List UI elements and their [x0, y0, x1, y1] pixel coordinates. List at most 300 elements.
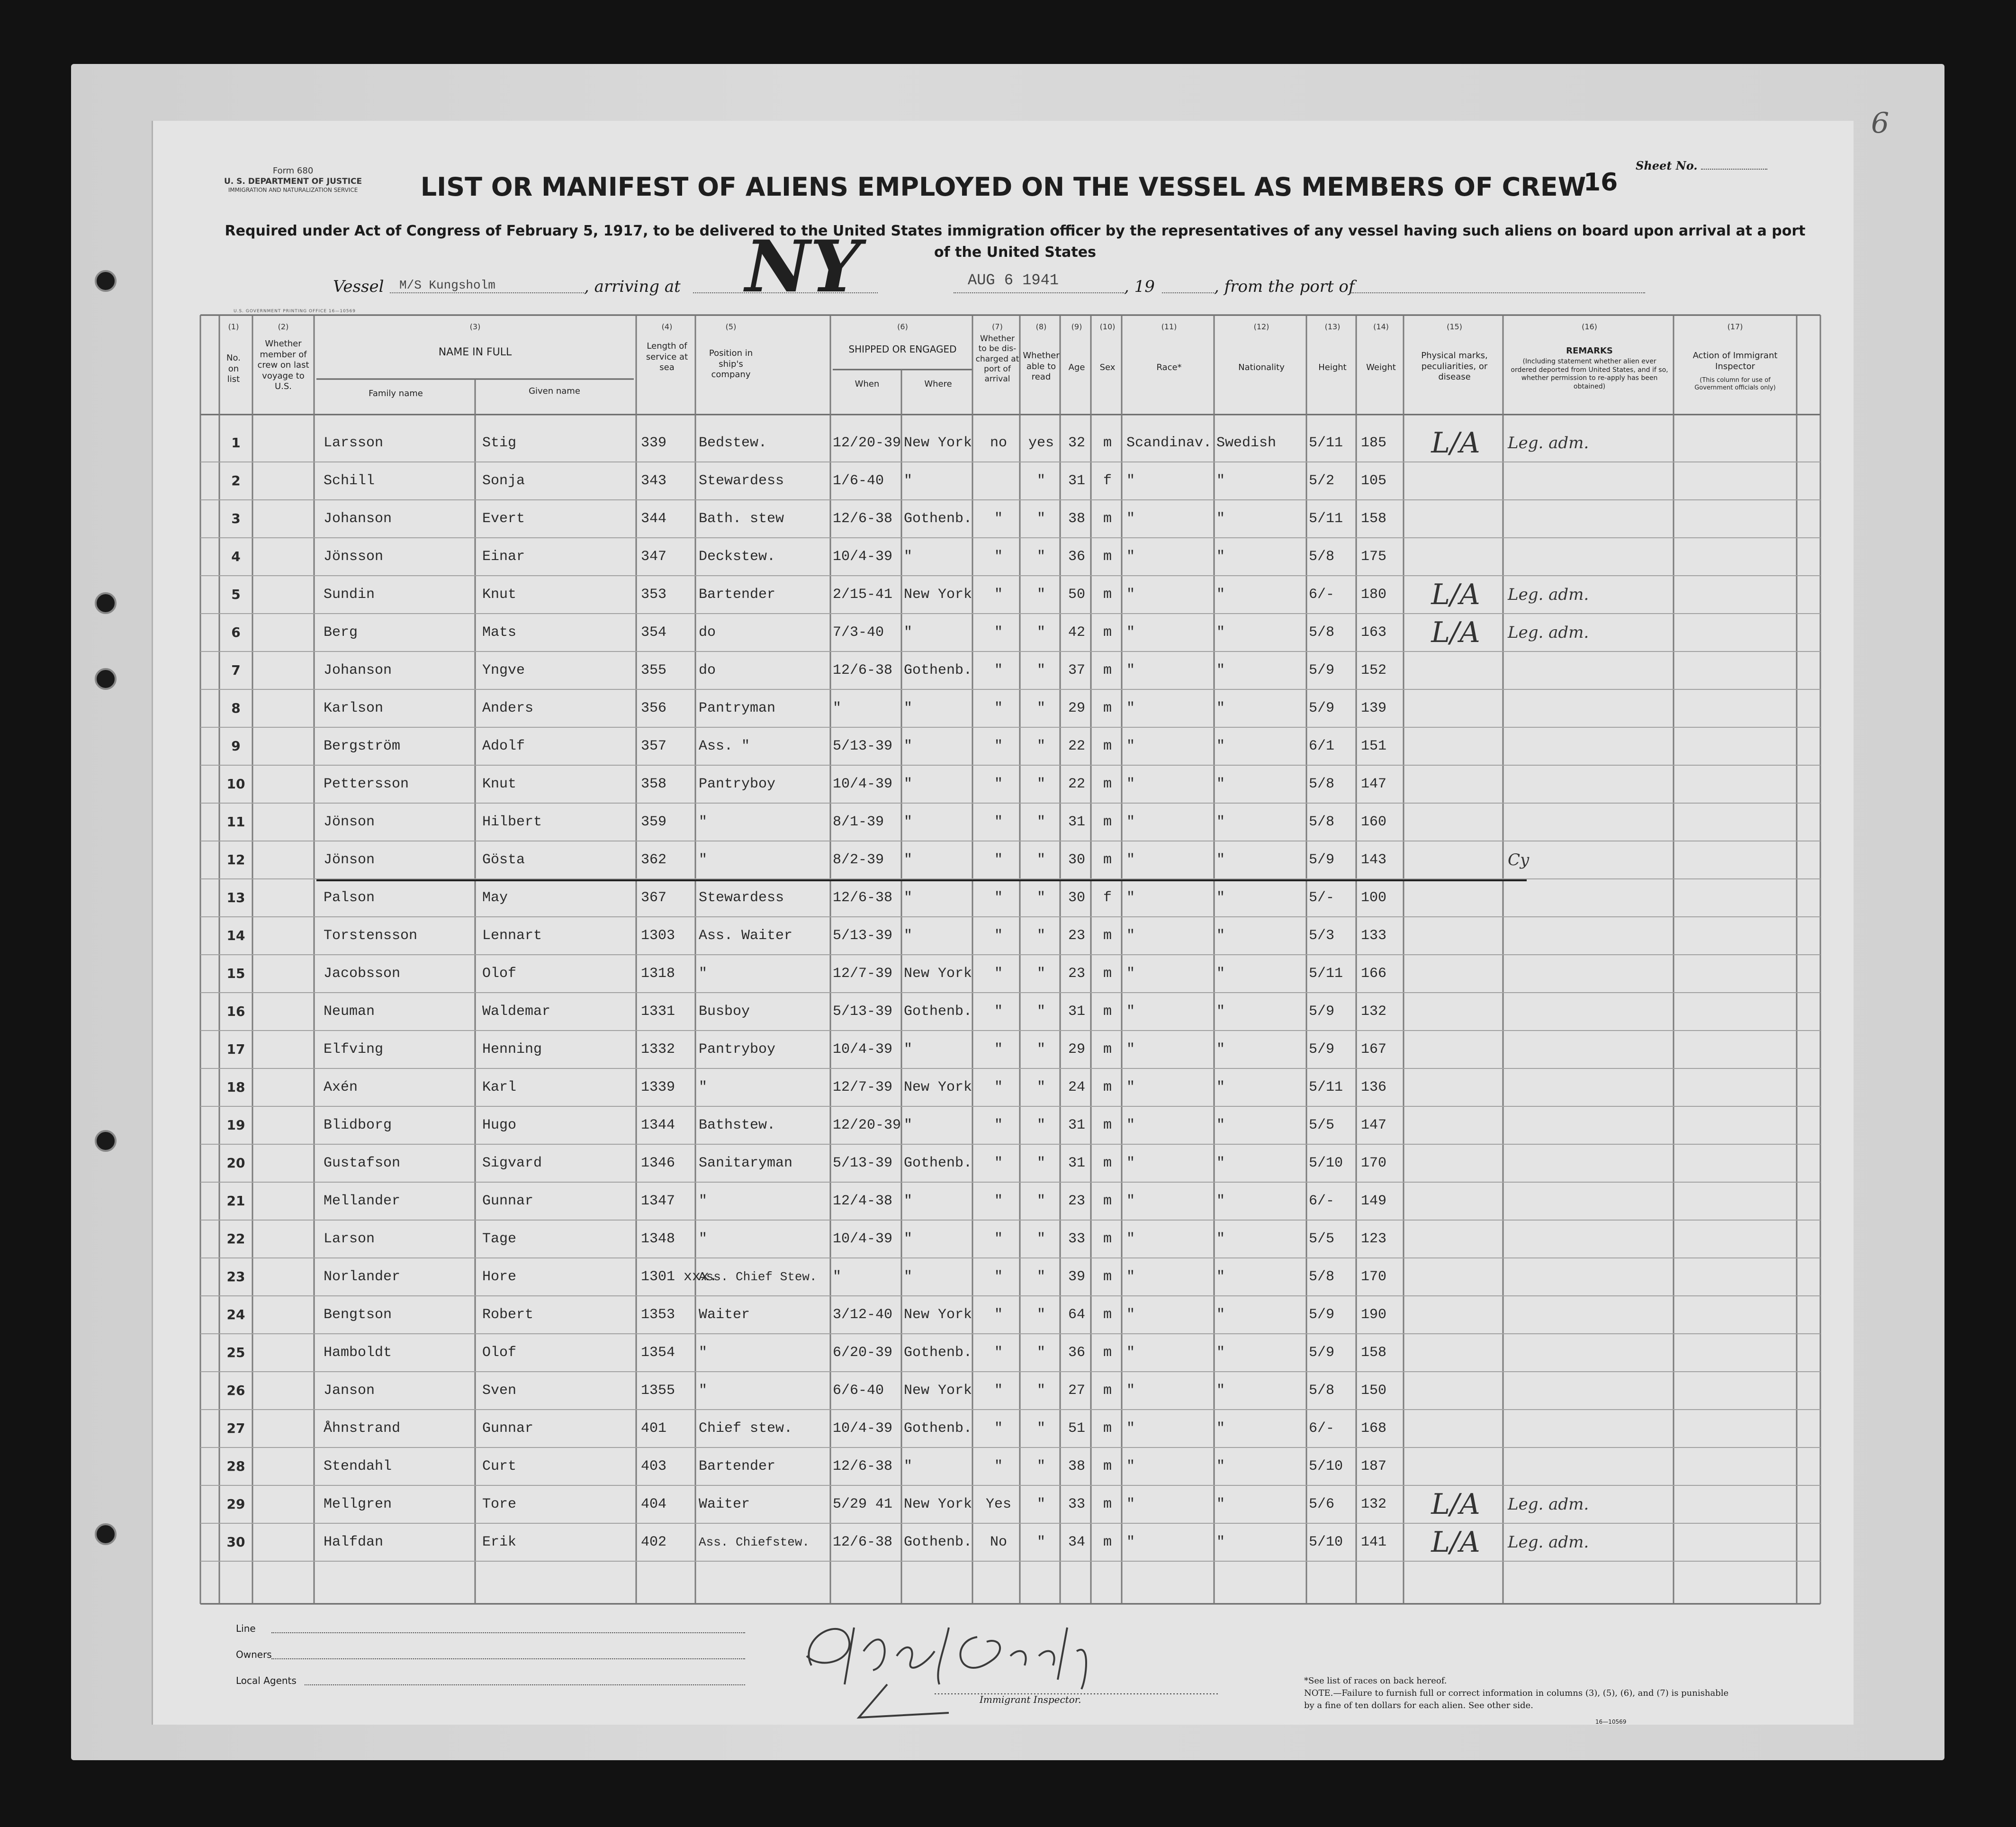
table-row: [153, 1258, 1854, 1296]
col9-header: Age: [1068, 362, 1085, 372]
length-of-service: 402: [641, 1534, 667, 1550]
shipped-when: 10/4-39: [833, 1420, 893, 1437]
height: 5/9: [1309, 1004, 1335, 1020]
position: ": [699, 966, 708, 982]
shipped-where: ": [904, 700, 913, 716]
physical-marks: [1411, 1182, 1501, 1220]
length-of-service: 1339: [641, 1079, 675, 1095]
discharged: ": [994, 624, 1003, 641]
shipped-when: 10/4-39: [833, 1041, 893, 1058]
shipped-when: 12/6-38: [833, 662, 893, 678]
race: ": [1126, 1383, 1135, 1399]
col12-number: (12): [1253, 322, 1269, 331]
able-to-read: ": [1036, 776, 1045, 792]
family-name: Halfdan: [324, 1534, 384, 1550]
height: 5/9: [1309, 662, 1335, 678]
race: ": [1126, 890, 1135, 906]
age: 23: [1068, 966, 1085, 982]
sex: m: [1103, 435, 1112, 451]
discharged: ": [994, 1345, 1003, 1361]
given-name: Sigvard: [482, 1155, 542, 1171]
age: 29: [1068, 700, 1085, 716]
shipped-where: Gothenb.: [904, 1534, 972, 1550]
able-to-read: ": [1036, 928, 1045, 944]
sex: m: [1103, 966, 1112, 982]
discharged: [977, 462, 1020, 500]
family-name: Larson: [324, 1231, 375, 1247]
physical-marks: [1411, 1144, 1501, 1182]
shipped-when: 1/6-40: [833, 473, 884, 489]
height: 5/5: [1309, 1231, 1335, 1247]
shipped-when: 10/4-39: [833, 776, 893, 792]
shipped-where: ": [904, 890, 913, 906]
weight: 180: [1361, 587, 1387, 603]
physical-marks: [1411, 1258, 1501, 1296]
age: 64: [1068, 1307, 1085, 1323]
race: ": [1126, 1117, 1135, 1133]
given-name: Lennart: [482, 928, 542, 944]
nationality: ": [1216, 1079, 1225, 1095]
given-name: Gunnar: [482, 1420, 534, 1437]
table-row: [153, 538, 1854, 576]
remarks: [1508, 765, 1669, 803]
race: ": [1126, 928, 1135, 944]
age: 30: [1068, 890, 1085, 906]
department-name: U. S. DEPARTMENT OF JUSTICE: [224, 176, 362, 186]
height: 5/9: [1309, 852, 1335, 868]
able-to-read: ": [1036, 890, 1045, 906]
printer-note: U.S. GOVERNMENT PRINTING OFFICE 16—10569: [234, 309, 356, 314]
weight: 133: [1361, 928, 1387, 944]
family-name: Mellgren: [324, 1496, 392, 1512]
sex: m: [1103, 776, 1112, 792]
position: Deckstew.: [699, 549, 776, 565]
age: 51: [1068, 1420, 1085, 1437]
age: 24: [1068, 1079, 1085, 1095]
race: ": [1126, 587, 1135, 603]
nationality: ": [1216, 624, 1225, 641]
table-row: [153, 1220, 1854, 1258]
shipped-when: 3/12-40: [833, 1307, 893, 1323]
vessel-value: M/S Kungsholm: [399, 278, 495, 292]
sex: m: [1103, 1458, 1112, 1474]
row-number: 9: [231, 738, 241, 754]
shipped-when: 6/6-40: [833, 1383, 884, 1399]
row-number: 12: [226, 852, 245, 868]
height: 5/8: [1309, 624, 1335, 641]
given-name: May: [482, 890, 508, 906]
physical-marks: [1411, 1106, 1501, 1144]
col17-subheader: (This column for use of Government officials only): [1694, 377, 1776, 392]
nationality: ": [1216, 1117, 1225, 1133]
age: 27: [1068, 1383, 1085, 1399]
manifest-sheet: [152, 121, 1854, 1725]
weight: 151: [1361, 738, 1387, 754]
remarks: [1508, 1220, 1669, 1258]
race: ": [1126, 1420, 1135, 1437]
shipped-when: 7/3-40: [833, 624, 884, 641]
age: 34: [1068, 1534, 1085, 1550]
given-name: Karl: [482, 1079, 517, 1095]
inspector-signature: [792, 1609, 1228, 1722]
weight: 168: [1361, 1420, 1387, 1437]
weight: 123: [1361, 1231, 1387, 1247]
physical-marks: [1411, 1372, 1501, 1410]
col13-header: Height: [1318, 362, 1347, 372]
length-of-service: 1346: [641, 1155, 675, 1171]
age: 36: [1068, 1345, 1085, 1361]
page-title: LIST OR MANIFEST OF ALIENS EMPLOYED ON THE VESSEL AS MEMBERS OF CREW: [420, 172, 1586, 202]
table-row: [153, 727, 1854, 765]
given-name: Gunnar: [482, 1193, 534, 1209]
col12-header: Nationality: [1238, 362, 1285, 372]
table-row: [153, 1447, 1854, 1485]
shipped-where: ": [904, 549, 913, 565]
discharged: ": [994, 1041, 1003, 1058]
family-name: Schill: [324, 473, 375, 489]
shipped-when: 12/7-39: [833, 1079, 893, 1095]
shipped-when: 12/7-39: [833, 966, 893, 982]
discharged: ": [994, 776, 1003, 792]
position: Ass. Waiter: [699, 928, 793, 944]
shipped-when: 8/1-39: [833, 814, 884, 830]
height: 5/2: [1309, 473, 1335, 489]
col15-header: Physical marks, peculiarities, or disease: [1421, 351, 1488, 382]
discharged: ": [994, 1004, 1003, 1020]
able-to-read: ": [1036, 1534, 1045, 1550]
given-name: Olof: [482, 1345, 517, 1361]
discharged: ": [994, 1458, 1003, 1474]
sex: m: [1103, 1269, 1112, 1285]
given-name: Mats: [482, 624, 517, 641]
position: Ass. Chiefstew.: [699, 1535, 810, 1549]
nationality: ": [1216, 1155, 1225, 1171]
sex: m: [1103, 814, 1112, 830]
able-to-read: ": [1036, 1004, 1045, 1020]
table-row: [153, 955, 1854, 993]
weight: 149: [1361, 1193, 1387, 1209]
position: Bathstew.: [699, 1117, 776, 1133]
length-of-service: 403: [641, 1458, 667, 1474]
age: 36: [1068, 549, 1085, 565]
given-name: Waldemar: [482, 1004, 551, 1020]
family-name: Norlander: [324, 1269, 401, 1285]
length-of-service: 1303: [641, 928, 675, 944]
given-name: Gösta: [482, 852, 525, 868]
shipped-where: ": [904, 1117, 913, 1133]
given-name: Stig: [482, 435, 517, 451]
sex: m: [1103, 1231, 1112, 1247]
family-name: Palson: [324, 890, 375, 906]
length-of-service: 367: [641, 890, 667, 906]
race: ": [1126, 1231, 1135, 1247]
length-of-service: 1355: [641, 1383, 675, 1399]
owners-label: Owners: [236, 1649, 272, 1660]
nationality: ": [1216, 587, 1225, 603]
subtitle: Required under Act of Congress of February 5, 1917, to be delivered to the United States immigration officer by the representatives of any vessel having such aliens on board upon arrival at a port of the United States: [225, 223, 1806, 261]
table-row: [153, 651, 1854, 689]
shipped-when: 5/13-39: [833, 1155, 893, 1171]
given-name: Evert: [482, 511, 525, 527]
age: 31: [1068, 814, 1085, 830]
shipped-where: ": [904, 1193, 913, 1209]
age: 31: [1068, 1004, 1085, 1020]
binder-hole: [95, 270, 117, 292]
physical-marks: [1411, 689, 1501, 727]
shipped-where: Gothenb.: [904, 1345, 972, 1361]
position: Sanitaryman: [699, 1155, 793, 1171]
given-name: Sven: [482, 1383, 517, 1399]
able-to-read: ": [1036, 473, 1045, 489]
form-number: Form 680: [272, 166, 314, 176]
family-name: Hamboldt: [324, 1345, 392, 1361]
family-name: Jönson: [324, 814, 375, 830]
family-name: Torstensson: [324, 928, 418, 944]
nationality: ": [1216, 1041, 1225, 1058]
able-to-read: ": [1036, 1383, 1045, 1399]
able-to-read: ": [1036, 587, 1045, 603]
col5-number: (5): [725, 322, 737, 331]
able-to-read: ": [1036, 1155, 1045, 1171]
row-number: 11: [226, 814, 245, 830]
remarks: Leg. adm.: [1508, 1533, 1589, 1552]
remarks: Cy: [1508, 850, 1530, 869]
physical-marks: [1411, 841, 1501, 879]
family-name: Larsson: [324, 435, 384, 451]
nationality: ": [1216, 1231, 1225, 1247]
penalty-note: NOTE.—Failure to furnish full or correct information in columns (3), (5), (6), and (7) is punishable by a fine of ten dollars for each alien. See other side.: [1304, 1688, 1729, 1710]
row-number: 28: [226, 1458, 245, 1474]
shipped-where: ": [904, 1269, 913, 1285]
family-name: Åhnstrand: [324, 1420, 401, 1437]
family-name: Johanson: [324, 511, 392, 527]
able-to-read: ": [1036, 624, 1045, 641]
row-number: 30: [226, 1534, 245, 1550]
shipped-where: ": [904, 1231, 913, 1247]
height: 5/5: [1309, 1117, 1335, 1133]
footer-notes: [1304, 1675, 1730, 1712]
family-name: Karlson: [324, 700, 384, 716]
height: 5/6: [1309, 1496, 1335, 1512]
sex: m: [1103, 662, 1112, 678]
race: ": [1126, 662, 1135, 678]
shipped-when: 8/2-39: [833, 852, 884, 868]
table-row: [153, 689, 1854, 727]
position: Pantryboy: [699, 1041, 776, 1058]
row-number: 26: [226, 1383, 245, 1398]
able-to-read: ": [1036, 1458, 1045, 1474]
col6-header: SHIPPED OR ENGAGED: [848, 344, 957, 355]
given-name: Tage: [482, 1231, 517, 1247]
row-number: 5: [231, 587, 241, 602]
row-number: 17: [226, 1041, 245, 1057]
family-name: Elfving: [324, 1041, 384, 1058]
nationality: ": [1216, 738, 1225, 754]
footer: [153, 1609, 1854, 1725]
remarks: [1508, 538, 1669, 576]
given-name: Henning: [482, 1041, 542, 1058]
row-number: 2: [231, 473, 241, 488]
length-of-service: 1332: [641, 1041, 675, 1058]
nationality: ": [1216, 1383, 1225, 1399]
height: 5/9: [1309, 700, 1335, 716]
sheet-number: 16: [1584, 168, 1618, 197]
nationality: ": [1216, 700, 1225, 716]
discharged: ": [994, 662, 1003, 678]
height: 5/8: [1309, 776, 1335, 792]
weight: 187: [1361, 1458, 1387, 1474]
col2-number: (2): [278, 322, 289, 331]
col1-header: No. on list: [226, 353, 241, 384]
col3-header: NAME IN FULL: [438, 346, 512, 358]
weight: 167: [1361, 1041, 1387, 1058]
nationality: ": [1216, 1004, 1225, 1020]
col11-number: (11): [1161, 322, 1177, 331]
row-number: 7: [231, 662, 241, 678]
able-to-read: ": [1036, 1231, 1045, 1247]
race: ": [1126, 1307, 1135, 1323]
family-name: Pettersson: [324, 776, 409, 792]
age: 31: [1068, 473, 1085, 489]
remarks: Leg. adm.: [1508, 585, 1589, 604]
sex: m: [1103, 624, 1112, 641]
row-number: 13: [226, 890, 245, 905]
table-row: [153, 1106, 1854, 1144]
position: Busboy: [699, 1004, 750, 1020]
race: ": [1126, 1534, 1135, 1550]
race: ": [1126, 1269, 1135, 1285]
physical-marks: [1411, 1334, 1501, 1372]
weight: 158: [1361, 1345, 1387, 1361]
col3-number: (3): [469, 322, 481, 331]
shipped-where: ": [904, 738, 913, 754]
family-name: Jacobsson: [324, 966, 401, 982]
weight: 170: [1361, 1155, 1387, 1171]
discharged: ": [994, 1155, 1003, 1171]
weight: 185: [1361, 435, 1387, 451]
discharged: ": [994, 1079, 1003, 1095]
length-of-service: 356: [641, 700, 667, 716]
height: 5/11: [1309, 966, 1343, 982]
race: ": [1126, 1496, 1135, 1512]
shipped-where: Gothenb.: [904, 1004, 972, 1020]
able-to-read: ": [1036, 511, 1045, 527]
shipped-where: New York: [904, 1079, 972, 1095]
vessel-label: Vessel: [333, 277, 384, 296]
height: 5/11: [1309, 435, 1343, 451]
race: ": [1126, 1193, 1135, 1209]
sex: m: [1103, 928, 1112, 944]
weight: 150: [1361, 1383, 1387, 1399]
form-code: 16—10569: [1595, 1718, 1627, 1725]
position: ": [699, 1231, 708, 1247]
physical-marks: L/A: [1431, 1526, 1480, 1559]
col8-header: Whether able to read: [1023, 351, 1060, 382]
family-name: Gustafson: [324, 1155, 401, 1171]
sex: m: [1103, 1004, 1112, 1020]
physical-marks: [1411, 1296, 1501, 1334]
physical-marks: L/A: [1431, 616, 1480, 649]
arrival-date: AUG 6 1941: [968, 271, 1059, 289]
physical-marks: L/A: [1431, 578, 1480, 611]
position: do: [699, 624, 716, 641]
nationality: Swedish: [1216, 435, 1277, 451]
col17-number: (17): [1727, 322, 1743, 331]
line-blank: [271, 1632, 745, 1633]
height: 5/8: [1309, 1269, 1335, 1285]
table-row: [153, 424, 1854, 462]
weight: 136: [1361, 1079, 1387, 1095]
position: Bedstew.: [699, 435, 767, 451]
family-name: Jönsson: [324, 549, 384, 565]
height: 6/1: [1309, 738, 1335, 754]
family-name: Blidborg: [324, 1117, 392, 1133]
col14-header: Weight: [1366, 362, 1396, 372]
position: Pantryman: [699, 700, 776, 716]
shipped-where: ": [904, 1458, 913, 1474]
col4-number: (4): [661, 322, 673, 331]
position: ": [699, 852, 708, 868]
able-to-read: ": [1036, 1117, 1045, 1133]
length-of-service: 347: [641, 549, 667, 565]
length-of-service: 1354: [641, 1345, 675, 1361]
height: 5/8: [1309, 549, 1335, 565]
able-to-read: ": [1036, 1193, 1045, 1209]
given-name: Tore: [482, 1496, 517, 1512]
table-row: [153, 1144, 1854, 1182]
shipped-when: 12/6-38: [833, 1534, 893, 1550]
discharged: ": [994, 1231, 1003, 1247]
nationality: ": [1216, 1496, 1225, 1512]
physical-marks: [1411, 1447, 1501, 1485]
physical-marks: [1411, 1410, 1501, 1447]
sex: m: [1103, 549, 1112, 565]
physical-marks: [1411, 651, 1501, 689]
sheet-no-label: Sheet No.: [1636, 159, 1698, 172]
height: 5/11: [1309, 1079, 1343, 1095]
given-name: Knut: [482, 776, 517, 792]
shipped-when: 12/20-39: [833, 1117, 901, 1133]
col16-number: (16): [1582, 322, 1597, 331]
given-name: Erik: [482, 1534, 517, 1550]
given-name: Robert: [482, 1307, 534, 1323]
race: ": [1126, 1041, 1135, 1058]
age: 23: [1068, 928, 1085, 944]
remarks: [1508, 500, 1669, 538]
family-name: Johanson: [324, 662, 392, 678]
nationality: ": [1216, 1420, 1225, 1437]
discharged: ": [994, 928, 1003, 944]
length-of-service: 1344: [641, 1117, 675, 1133]
from-label: , from the port of: [1214, 277, 1355, 296]
remarks: [1508, 1334, 1669, 1372]
weight: 152: [1361, 662, 1387, 678]
col7-header: Whether to be dis-charged at port of arrival: [975, 334, 1019, 384]
height: 5/10: [1309, 1458, 1343, 1474]
position: Waiter: [699, 1307, 750, 1323]
given-name: Knut: [482, 587, 517, 603]
position: Chief stew.: [699, 1420, 793, 1437]
length-of-service: 353: [641, 587, 667, 603]
shipped-when: 5/29 41: [833, 1496, 893, 1512]
shipped-where: ": [904, 928, 913, 944]
age: 33: [1068, 1496, 1085, 1512]
position: Stewardess: [699, 890, 784, 906]
shipped-where: New York: [904, 587, 972, 603]
physical-marks: [1411, 1031, 1501, 1068]
position: ": [699, 1193, 708, 1209]
family-name: Berg: [324, 624, 358, 641]
